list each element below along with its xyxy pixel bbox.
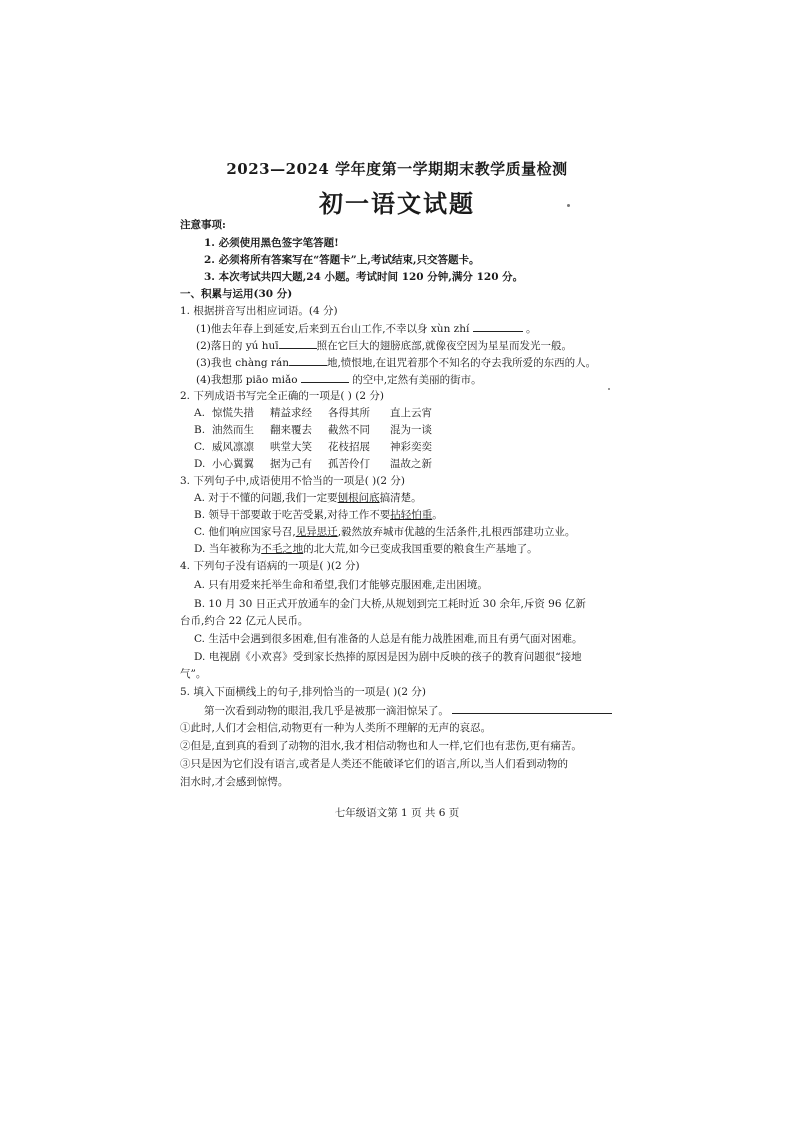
- q1-l1-text: (1)他去年春上到延安,后来到五台山工作,不幸以身 xùn zhí: [196, 323, 470, 335]
- q2-option-a: [194, 406, 432, 420]
- q3-option-d: [194, 542, 538, 556]
- q2-d-word-3: 孤苦伶仃: [328, 458, 370, 470]
- q4-option-b-line-1: B. 10 月 30 日正式开放通车的金门大桥,从规划到完工耗时近 30 余年,斥资 96 亿新: [194, 598, 586, 610]
- scan-speck: [608, 388, 610, 390]
- q5-sentence-2: ②但是,直到真的看到了动物的泪水,我才相信动物也和人一样,它们也有悲伤,更有痛苦。: [180, 740, 582, 752]
- q1-l2-end: 照在它巨大的翅膀底部,就像夜空因为星星而发光一般。: [316, 340, 572, 352]
- q5-answer-blank[interactable]: [452, 703, 612, 714]
- q2-b-word-4: 混为一谈: [390, 424, 432, 436]
- q3-d-pre: D. 当年被称为: [194, 543, 262, 555]
- q1-l1-end: 。: [526, 323, 537, 335]
- q1-l3-end: 地,愤恨地,在诅咒着那个不知名的夺去我所爱的东西的人。: [326, 357, 597, 369]
- q3-a-pre: A. 对于不懂的问题,我们一定要: [194, 492, 338, 504]
- q4-stem: 4. 下列句子没有语病的一项是( )(2 分): [180, 560, 360, 572]
- notice-item-2: 2. 必须将所有答案写在“答题卡”上,考试结束,只交答题卡。: [204, 254, 480, 266]
- q3-c-pre: C. 他们响应国家号召,: [194, 526, 296, 538]
- q2-a-word-1: 惊慌失措: [212, 407, 254, 419]
- q1-line-4: [196, 372, 482, 387]
- q3-option-b: [194, 508, 443, 522]
- q5-intro: [204, 703, 612, 718]
- notice-label: 注意事项:: [180, 219, 226, 231]
- q1-line-2: [196, 338, 572, 353]
- q1-l3-text: (3)我也 chàng rán: [196, 357, 289, 369]
- q3-a-idiom: 刨根问底: [337, 492, 380, 504]
- q2-option-b: [194, 423, 432, 437]
- q2-c-word-4: 神彩奕奕: [390, 441, 432, 453]
- q2-stem: 2. 下列成语书写完全正确的一项是( ) (2 分): [180, 390, 384, 402]
- q2-b-word-1: 油然而生: [212, 424, 254, 436]
- q5-intro-text: 第一次看到动物的眼泪,我几乎是被那一滴泪惊呆了。: [204, 705, 449, 717]
- q1-answer-blank-2[interactable]: [279, 338, 317, 349]
- q1-answer-blank-4[interactable]: [301, 372, 349, 383]
- q3-d-idiom: 不毛之地: [261, 543, 304, 555]
- q3-a-post: 搞清楚。: [379, 492, 422, 504]
- q1-line-1: [196, 321, 537, 336]
- q2-option-c: [194, 440, 432, 454]
- q1-answer-blank-3[interactable]: [289, 355, 327, 366]
- q2-option-d: [194, 457, 432, 471]
- q2-a-word-2: 精益求经: [270, 407, 312, 419]
- paper-title: 初一语文试题: [319, 189, 475, 218]
- q1-l2-text: (2)落日的 yú huī: [196, 340, 279, 352]
- q2-c-word-2: 哄堂大笑: [270, 441, 312, 453]
- page-footer: 七年级语文第 1 页 共 6 页: [334, 807, 460, 819]
- q3-option-c: [194, 525, 575, 539]
- q2-a-word-4: 直上云宵: [390, 407, 432, 419]
- q3-option-a: [194, 491, 422, 505]
- exam-title: 2023—2024 学年度第一学期期末教学质量检测: [226, 160, 568, 178]
- q5-sentence-1: ①此时,人们才会相信,动物更有一种为人类所不理解的无声的哀忍。: [180, 722, 492, 734]
- q2-b-word-3: 截然不同: [328, 424, 370, 436]
- notice-item-1: 1. 必须使用黑色签字笔答题!: [204, 237, 339, 249]
- q3-d-post: 的北大荒,如今已变成我国重要的粮食生产基地了。: [303, 543, 538, 555]
- q3-c-idiom: 见异思迁: [295, 526, 338, 538]
- q3-b-post: 。: [432, 509, 443, 521]
- q5-sentence-3-line-1: ③只是因为它们没有语言,或者是人类还不能破译它们的语言,所以,当人们看到动物的: [180, 758, 569, 770]
- q2-d-word-1: 小心翼翼: [212, 458, 254, 470]
- q1-line-3: [196, 355, 596, 370]
- q2-d-word-4: 温故之新: [390, 458, 432, 470]
- scan-speck: [567, 204, 570, 207]
- q3-b-pre: B. 领导干部要敢于吃苦受累,对待工作不要: [194, 509, 391, 521]
- q5-sentence-3-line-2: 泪水时,才会感到惊愕。: [180, 776, 289, 788]
- q2-b-word-2: 翻来覆去: [270, 424, 312, 436]
- q2-c-word-1: 威风凛凛: [212, 441, 254, 453]
- q4-option-d-line-1: D. 电视剧《小欢喜》受到家长热捧的原因是因为剧中反映的孩子的教育问题很“接地: [194, 651, 582, 663]
- q1-answer-blank-1[interactable]: [473, 321, 523, 332]
- q5-stem: 5. 填入下面横线上的句子,排列恰当的一项是( )(2 分): [180, 686, 426, 698]
- q1-l4-end: 的空中,定然有美丽的街市。: [352, 374, 482, 386]
- q2-option-d-label: D.: [194, 458, 206, 470]
- q1-l4-text: (4)我想那 piāo miǎo: [196, 374, 298, 386]
- q2-option-b-label: B.: [194, 424, 206, 436]
- q2-d-word-2: 据为己有: [270, 458, 312, 470]
- q2-option-a-label: A.: [194, 407, 205, 419]
- q2-option-c-label: C.: [194, 441, 205, 453]
- q4-option-d-line-2: 气”。: [180, 668, 207, 680]
- section-1-heading: 一、积累与运用(30 分): [180, 288, 293, 300]
- q3-stem: 3. 下列句子中,成语使用不恰当的一项是( )(2 分): [180, 475, 405, 487]
- q4-option-b-line-2: 台币,约合 22 亿元人民币。: [180, 615, 309, 627]
- q4-option-c: C. 生活中会遇到很多困难,但有准备的人总是有能力战胜困难,而且有勇气面对困难。: [194, 633, 583, 645]
- q3-c-post: ,毅然放弃城市优越的生活条件,扎根西部建功立业。: [337, 526, 576, 538]
- q3-b-idiom: 拈轻怕重: [390, 509, 433, 521]
- q4-option-a: A. 只有用爱来托举生命和希望,我们才能够克服困难,走出困境。: [194, 579, 488, 591]
- notice-item-3: 3. 本次考试共四大题,24 小题。考试时间 120 分钟,满分 120 分。: [204, 271, 524, 283]
- q2-c-word-3: 花枝招展: [328, 441, 370, 453]
- q2-a-word-3: 各得其所: [328, 407, 370, 419]
- q1-stem: 1. 根据拼音写出相应词语。(4 分): [180, 305, 338, 317]
